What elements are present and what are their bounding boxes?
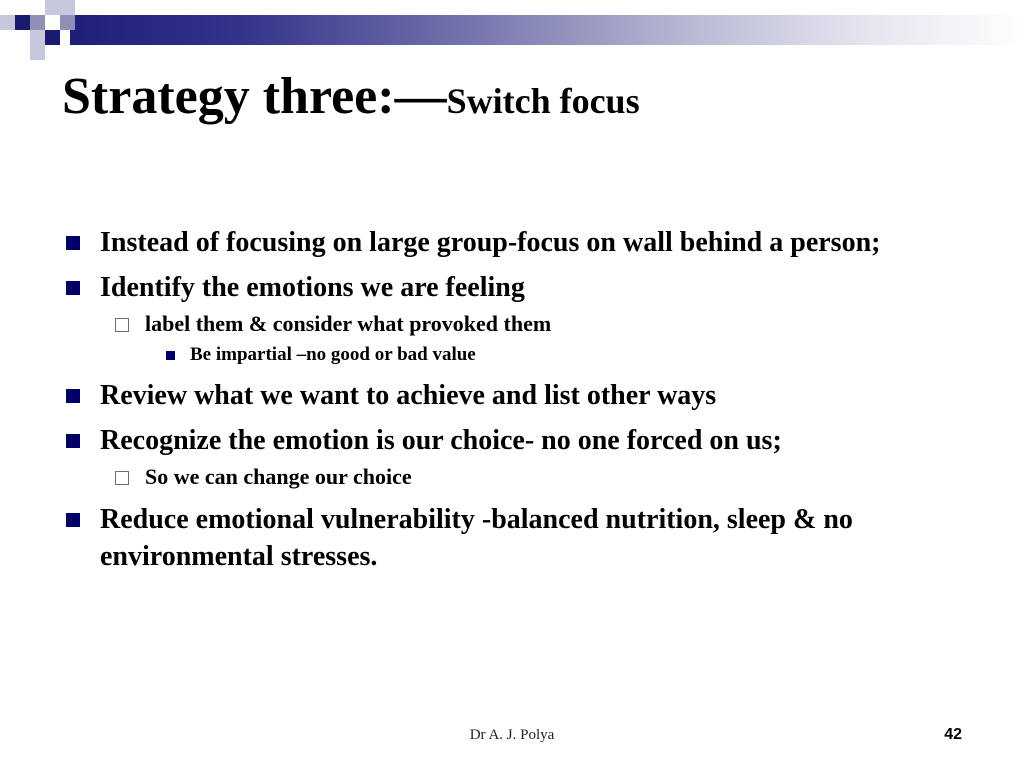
bullet-list xyxy=(60,224,960,575)
footer-author: Dr A. J. Polya xyxy=(469,727,555,743)
small-filled-square-bullet-icon xyxy=(166,351,175,360)
decorative-square xyxy=(60,15,75,30)
bullet-text: Instead of focusing on large group-focus on wall behind a person; xyxy=(100,227,881,258)
bullet-text: Reduce emotional vulnerability -balanced nutrition, sleep & no environmental stresses. xyxy=(100,504,853,572)
filled-square-bullet-icon xyxy=(66,281,80,295)
header-gradient-bar xyxy=(70,15,1024,45)
decorative-square xyxy=(30,45,45,60)
bullet-item-level-1 xyxy=(60,422,960,459)
bullet-text: Recognize the emotion is our choice- no one forced on us; xyxy=(100,425,782,456)
bullet-item-level-1 xyxy=(60,377,960,414)
bullet-text: Review what we want to achieve and list other ways xyxy=(100,380,717,411)
decorative-square xyxy=(45,30,60,45)
decorative-square xyxy=(60,0,75,15)
slide-number: 42 xyxy=(944,726,962,743)
bullet-text: So we can change our choice xyxy=(145,464,412,489)
decorative-square xyxy=(30,30,45,45)
hollow-square-bullet-icon xyxy=(115,318,129,332)
hollow-square-bullet-icon xyxy=(115,471,129,485)
decorative-square xyxy=(30,15,45,30)
decorative-square xyxy=(15,15,30,30)
slide-title-main: Strategy three:— xyxy=(62,68,447,125)
filled-square-bullet-icon xyxy=(66,434,80,448)
filled-square-bullet-icon xyxy=(66,389,80,403)
filled-square-bullet-icon xyxy=(66,513,80,527)
bullet-item-level-3 xyxy=(60,342,960,368)
slide-title xyxy=(62,68,640,125)
bullet-item-level-1 xyxy=(60,269,960,306)
decorative-square xyxy=(0,15,15,30)
bullet-item-level-2 xyxy=(60,462,960,492)
bullet-text: Be impartial –no good or bad value xyxy=(190,344,476,365)
filled-square-bullet-icon xyxy=(66,236,80,250)
bullet-text: Identify the emotions we are feeling xyxy=(100,272,525,303)
decorative-square xyxy=(45,0,60,15)
bullet-text: label them & consider what provoked them xyxy=(145,311,552,336)
slide-title-sub: Switch focus xyxy=(446,81,640,121)
bullet-item-level-2 xyxy=(60,309,960,339)
bullet-item-level-1 xyxy=(60,224,960,261)
bullet-item-level-1 xyxy=(60,501,960,575)
